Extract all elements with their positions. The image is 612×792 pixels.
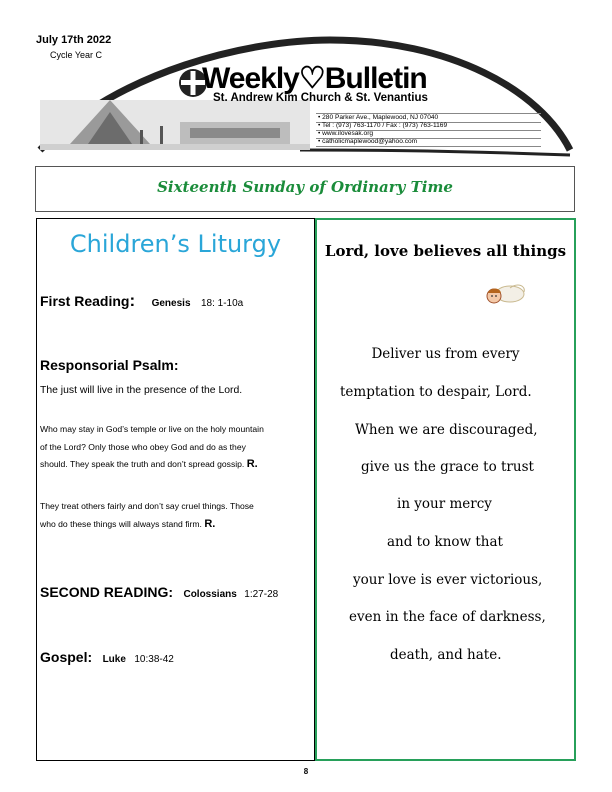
prayer-line: and to know that: [387, 534, 503, 550]
prayer-panel: [315, 218, 576, 761]
cycle-year: Cycle Year C: [50, 50, 103, 60]
psalm-verse-2-line: They treat others fairly and don’t say cruel things. Those: [40, 501, 254, 511]
first-reading-book: Genesis: [151, 298, 191, 309]
psalm-verse-1-line: Who may stay in God’s temple or live on the holy mountain: [40, 424, 264, 434]
psalm-verse-1-line: should. They speak the truth and don’t spread gossip. R.: [40, 458, 258, 470]
gospel-label: Gospel:: [40, 649, 93, 665]
psalm-verse-2: [40, 498, 312, 533]
contact-phone: • Tel : (973) 763-1170 / Fax : (973) 763-1169: [318, 122, 448, 129]
response-mark: R.: [204, 517, 216, 530]
first-reading-colon: :: [129, 291, 136, 310]
prayer-line: your love is ever victorious,: [353, 572, 543, 588]
contact-website[interactable]: • www.ilovesak.org: [318, 130, 374, 137]
angel-icon: [480, 282, 528, 308]
gospel-ref: 10:38-42: [134, 654, 174, 665]
contact-address: • 280 Parker Ave., Maplewood, NJ 07040: [318, 114, 439, 121]
prayer-line: temptation to despair, Lord.: [340, 384, 532, 400]
gospel-book: Luke: [102, 654, 126, 665]
first-reading: [40, 291, 243, 311]
bulletin-date: July 17th 2022: [36, 34, 112, 46]
church-name: St. Andrew Kim Church & St. Venantius: [213, 92, 428, 104]
response-mark: R.: [246, 458, 258, 470]
psalm-verse-2-line: who do these things will always stand firm. R.: [40, 517, 216, 530]
prayer-title: Lord, love believes all things: [324, 242, 567, 260]
prayer-line: When we are discouraged,: [355, 422, 538, 438]
prayer-line: death, and hate.: [390, 647, 502, 663]
bulletin-logo-title: Weekly♡Bulletin: [202, 62, 427, 95]
prayer-line: even in the face of darkness,: [349, 609, 546, 625]
psalm-verse-1: [40, 421, 312, 474]
psalm-label: Responsorial Psalm:: [40, 357, 179, 373]
banner-title: Sixteenth Sunday of Ordinary Time: [157, 178, 453, 196]
prayer-line: give us the grace to trust: [361, 459, 534, 475]
childrens-liturgy-title: Children’s Liturgy: [69, 230, 282, 258]
psalm-response: The just will live in the presence of the Lord.: [40, 385, 243, 396]
second-reading-book: Colossians: [183, 589, 237, 600]
second-reading: [40, 584, 278, 602]
first-reading-label: First Reading: [40, 293, 130, 309]
gospel: [40, 649, 174, 667]
contact-divider: [316, 146, 541, 147]
prayer-line: in your mercy: [397, 496, 492, 512]
psalm-verse-1-line: of the Lord? Only those who obey God and do as they: [40, 441, 246, 452]
prayer-line: Deliver us from every: [371, 346, 520, 362]
contact-email[interactable]: • catholicmaplewood@yahoo.com: [318, 138, 418, 145]
page-number: 8: [303, 767, 309, 776]
second-reading-label: SECOND READING:: [40, 584, 174, 600]
first-reading-ref: 18: 1-10a: [200, 298, 244, 309]
church-photo: [40, 100, 310, 150]
second-reading-ref: 1:27-28: [244, 589, 279, 600]
